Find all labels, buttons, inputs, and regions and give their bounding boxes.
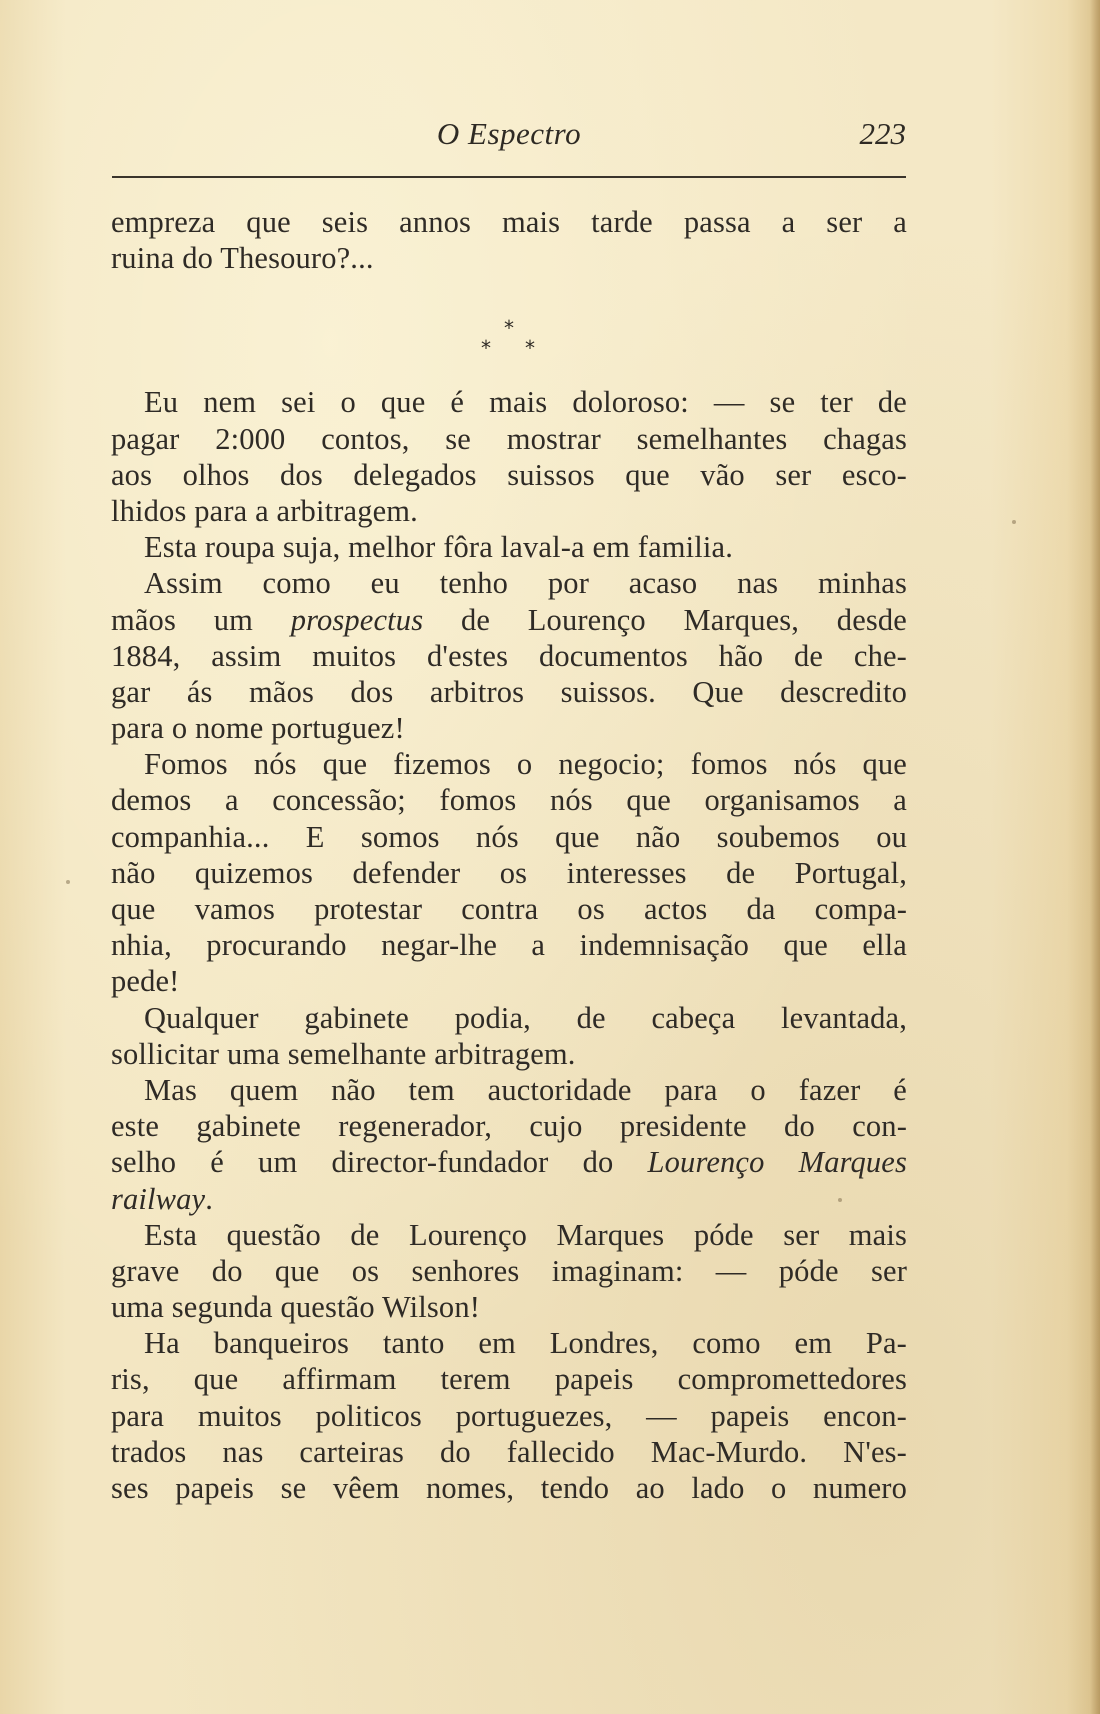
text-line [111, 1144, 907, 1180]
text-line: Esta questão de Lourenço Marques póde ser mais [144, 1217, 907, 1252]
asterism-star: * [504, 316, 515, 341]
italic-term: prospectus [290, 602, 424, 637]
text-line: Fomos nós que fizemos o negocio; fomos nós que [144, 747, 907, 782]
text-line: para o nome portuguez! [111, 711, 405, 746]
text-line: nhia, procurando negar-lhe a indemnisação que ella [111, 928, 907, 963]
asterism-star: * [525, 336, 536, 361]
paper-speck [1012, 520, 1016, 524]
text-line: sollicitar uma semelhante arbitragem. [111, 1036, 576, 1071]
text-line: gar ás mãos dos arbitros suissos. Que descredito [111, 674, 907, 709]
text-line: 1884, assim muitos d'estes documentos hão de che- [111, 638, 907, 673]
text-line: que vamos protestar contra os actos da compa- [111, 892, 907, 926]
text-line: uma segunda questão Wilson! [111, 1290, 481, 1325]
text-line: empreza que seis annos mais tarde passa a ser a [111, 205, 907, 239]
page-edge-shadow [1090, 0, 1100, 1714]
italic-term: railway [111, 1181, 206, 1216]
text-line: para muitos politicos portuguezes, — papeis encon- [111, 1398, 907, 1433]
text-line: aos olhos dos delegados suissos que vão ser esco- [111, 457, 907, 492]
text-line: Esta roupa suja, melhor fôra laval-a em familia. [144, 530, 734, 565]
header-rule [112, 176, 906, 178]
text-line: ses papeis se vêem nomes, tendo ao lado o numero [111, 1471, 907, 1505]
text-segment: de Lourenço Marques, desde [460, 602, 907, 637]
text-line: não quizemos defender os interesses de Portugal, [111, 855, 907, 890]
running-head [112, 116, 906, 156]
text-line: grave do que os senhores imaginam: — póde ser [111, 1253, 907, 1288]
text-segment: selho é um director-fundador do [111, 1145, 614, 1180]
text-line: Assim como eu tenho por acaso nas minhas [144, 566, 907, 601]
text-line [111, 602, 907, 638]
text-line: pede! [111, 964, 180, 999]
text-line [111, 1181, 907, 1217]
body-text [111, 204, 907, 1506]
text-line: trados nas carteiras do fallecido Mac-Murdo. N'es- [111, 1434, 907, 1469]
paper-speck [66, 880, 70, 884]
text-line: pagar 2:000 contos, se mostrar semelhantes chagas [111, 421, 907, 456]
text-line: demos a concessão; fomos nós que organisamos a [111, 783, 907, 818]
text-line: companhia... E somos nós que não soubemos ou [111, 819, 907, 854]
section-asterism [111, 276, 907, 384]
text-line: Eu nem sei o que é mais doloroso: — se ter de [144, 385, 907, 420]
text-line: este gabinete regenerador, cujo presidente do con- [111, 1109, 907, 1144]
text-segment: mãos um [111, 602, 253, 637]
italic-term: Lourenço Marques [647, 1145, 907, 1180]
text-line: Qualquer gabinete podia, de cabeça levantada, [144, 1000, 907, 1035]
text-line: Mas quem não tem auctoridade para o fazer é [144, 1072, 907, 1107]
text-segment: . [205, 1181, 214, 1216]
text-line: ris, que affirmam terem papeis compromettedores [111, 1362, 907, 1397]
running-title: O Espectro [436, 116, 582, 151]
text-line: lhidos para a arbitragem. [111, 493, 418, 528]
text-line: ruina do Thesouro?... [111, 241, 374, 276]
asterism-star: * [481, 336, 492, 361]
page-number: 223 [859, 116, 906, 151]
text-line: Ha banqueiros tanto em Londres, como em Pa- [144, 1326, 907, 1361]
